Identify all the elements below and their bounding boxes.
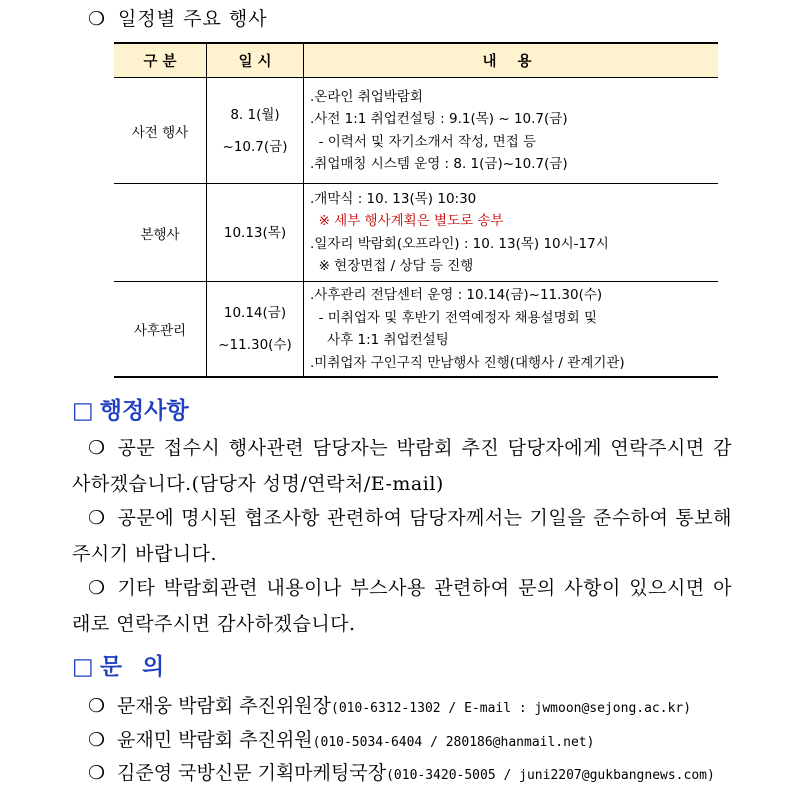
row-date — [207, 78, 304, 184]
content-line: .일자리 박람회(오프라인) : 10. 13(목) 10시-17시 — [310, 235, 609, 252]
inquiry-title-text: 문 의 — [99, 654, 171, 680]
admin-item — [72, 570, 732, 642]
row-content — [304, 282, 719, 378]
row-category: 본행사 — [114, 184, 207, 282]
date-line: 10.13(목) — [223, 224, 287, 241]
header-date: 일 시 — [207, 43, 304, 78]
header-category: 구 분 — [114, 43, 207, 78]
table-row — [114, 184, 718, 282]
schedule-heading — [88, 4, 268, 31]
circle-bullet-icon: ❍ — [88, 762, 106, 784]
circle-bullet-icon: ❍ — [88, 577, 106, 599]
contact-name: 김준영 국방신문 기획마케팅국장 — [117, 762, 387, 784]
contact-line — [88, 725, 594, 752]
row-category: 사후관리 — [114, 282, 207, 378]
content-line: .미취업자 구인구직 만남행사 진행(대행사 / 관계기관) — [310, 354, 625, 371]
circle-bullet-icon: ❍ — [88, 729, 106, 751]
row-date — [207, 282, 304, 378]
contact-detail: (010-5034-6404 / 280186@hanmail.net) — [312, 735, 595, 750]
date-line: 8. 1(월) — [230, 106, 280, 123]
admin-item-text: 기타 박람회관련 내용이나 부스사용 관련하여 문의 사항이 있으시면 아래로 연락주시면 감사하겠습니다. — [72, 577, 732, 635]
admin-item-text: 공문에 명시된 협조사항 관련하여 담당자께서는 기일을 준수하여 통보해 주시기 바랍니다. — [72, 507, 732, 565]
admin-section-title — [72, 392, 189, 425]
table-header-row — [114, 43, 718, 78]
content-line: .사후관리 전담센터 운영 : 10.14(금)~11.30(수) — [310, 287, 603, 303]
row-content — [304, 78, 719, 184]
circle-bullet-icon: ❍ — [88, 507, 106, 529]
circle-bullet-icon: ❍ — [88, 437, 106, 459]
inquiry-section-title — [72, 648, 170, 681]
contact-name: 문재웅 박람회 추진위원장 — [117, 695, 332, 717]
content-line: .취업매칭 시스템 운영 : 8. 1(금)~10.7(금) — [310, 156, 568, 172]
content-line: .개막식 : 10. 13(목) 10:30 — [310, 190, 477, 207]
circle-bullet-icon: ❍ — [88, 8, 107, 30]
content-line: ※ 현장면접 / 상담 등 진행 — [310, 258, 474, 274]
date-line: ~10.7(금) — [222, 138, 288, 155]
schedule-table — [114, 42, 718, 378]
table-row — [114, 282, 718, 378]
row-content — [304, 184, 719, 282]
content-line: - 미취업자 및 후반기 전역예정자 채용설명회 및 — [310, 309, 597, 326]
contact-detail: (010-6312-1302 / E-mail : jwmoon@sejong.ac.kr) — [331, 701, 692, 716]
date-line: 10.14(금) — [223, 305, 287, 321]
square-bullet-icon: □ — [72, 398, 94, 424]
admin-title-text: 행정사항 — [99, 398, 189, 424]
content-line: .온라인 취업박람회 — [310, 88, 423, 105]
content-line: - 이력서 및 자기소개서 작성, 면접 등 — [310, 133, 537, 150]
note-line: ※ 세부 행사계획은 별도로 송부 — [310, 213, 504, 229]
admin-item — [72, 430, 732, 502]
contact-line — [88, 758, 715, 785]
contact-detail: (010-3420-5005 / juni2207@gukbangnews.com) — [386, 768, 715, 783]
admin-item — [72, 500, 732, 572]
admin-item-text: 공문 접수시 행사관련 담당자는 박람회 추진 담당자에게 연락주시면 감사하겠습니다.(담당자 성명/연락처/E-mail) — [72, 437, 732, 495]
contact-name: 윤재민 박람회 추진위원 — [117, 729, 313, 751]
row-date — [207, 184, 304, 282]
table-row — [114, 78, 718, 184]
square-bullet-icon: □ — [72, 654, 94, 680]
schedule-heading-text: 일정별 주요 행사 — [118, 8, 268, 30]
content-line: 사후 1:1 취업컨설팅 — [310, 332, 449, 348]
circle-bullet-icon: ❍ — [88, 695, 106, 717]
content-line: .사전 1:1 취업컨설팅 : 9.1(목) ~ 10.7(금) — [310, 111, 568, 127]
contact-line — [88, 691, 691, 718]
row-category: 사전 행사 — [114, 78, 207, 184]
date-line: ~11.30(수) — [218, 337, 292, 353]
header-content: 내 용 — [304, 43, 719, 78]
